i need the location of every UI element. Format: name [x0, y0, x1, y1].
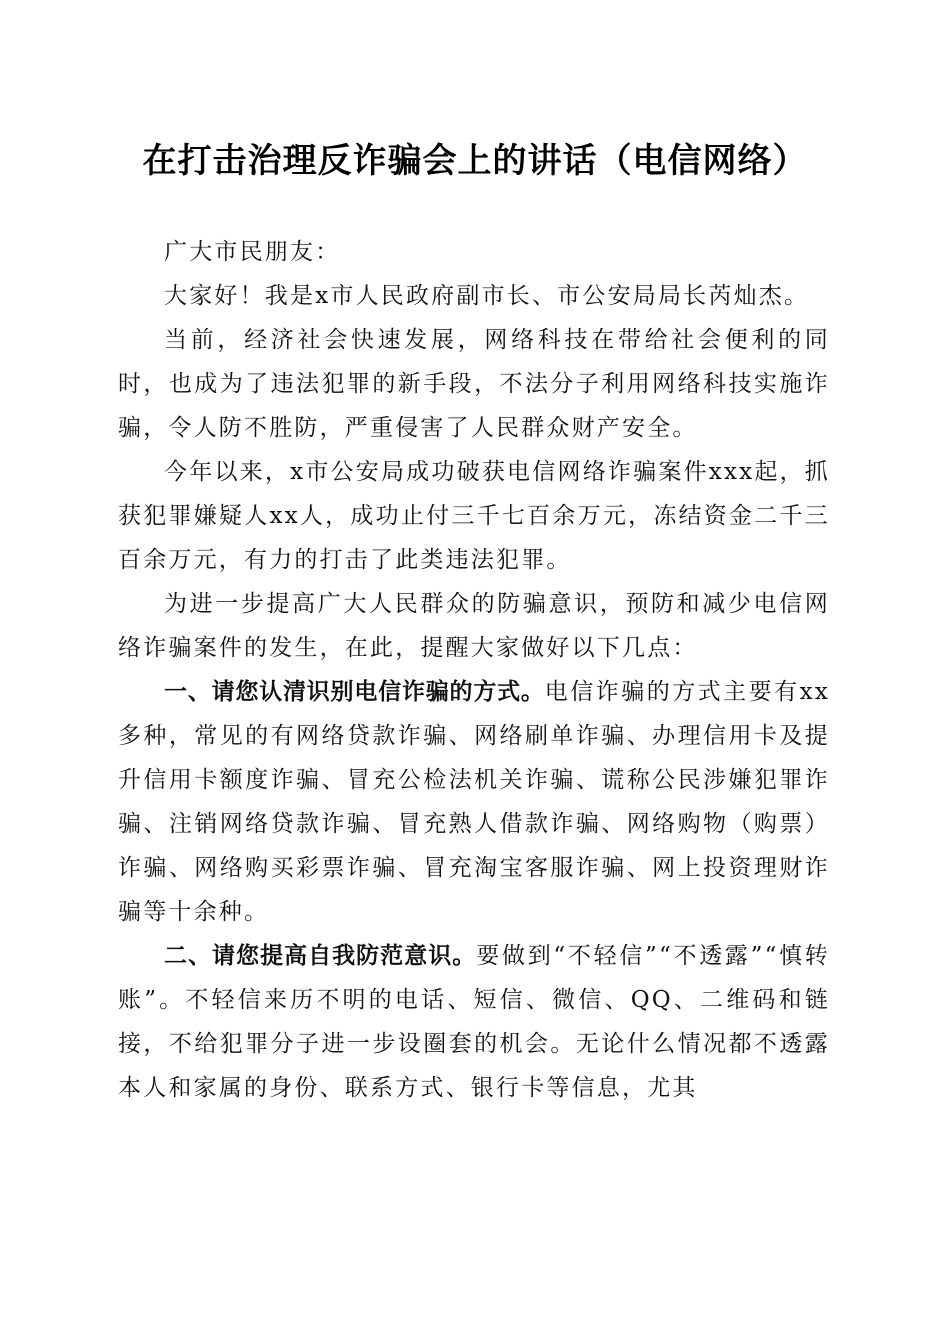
section-one	[118, 670, 830, 934]
paragraph-greeting: 大家好！我是x市人民政府副市长、市公安局局长芮灿杰。	[164, 283, 810, 309]
section-one-text: 电信诈骗的方式主要有xx多种，常见的有网络贷款诈骗、网络刷单诈骗、办理信用卡及提升信用卡额度诈骗、冒充公检法机关诈骗、谎称公民涉嫌犯罪诈骗、注销网络贷款诈骗、冒充熟人借款诈骗、网络购物（购票）诈骗、网络购买彩票诈骗、冒充淘宝客服诈骗、网上投资理财诈骗等十余种。	[118, 679, 831, 925]
paragraph-background: 当前，经济社会快速发展，网络科技在带给社会便利的同时，也成为了违法犯罪的新手段，不法分子利用网络科技实施诈骗，令人防不胜防，严重侵害了人民群众财产安全。	[118, 327, 830, 441]
salutation: 广大市民朋友：	[164, 239, 341, 265]
document-title: 在打击治理反诈骗会上的讲话（电信网络）	[142, 141, 808, 181]
section-two	[118, 934, 830, 1110]
section-two-heading: 二、请您提高自我防范意识。	[164, 943, 477, 969]
paragraph-reminder-intro: 为进一步提高广大人民群众的防骗意识，预防和减少电信网络诈骗案件的发生，在此，提醒大家做好以下几点：	[118, 591, 830, 661]
paragraph-results: 今年以来，x市公安局成功破获电信网络诈骗案件xxx起，抓获犯罪嫌疑人xx人，成功止付三千七百余万元，冻结资金二千三百余万元，有力的打击了此类违法犯罪。	[118, 459, 830, 573]
section-one-heading: 一、请您认清识别电信诈骗的方式。	[164, 679, 545, 705]
document-body	[118, 230, 830, 1110]
section-two-text: 要做到“不轻信”“不透露”“慎转账”。不轻信来历不明的电话、短信、微信、QQ、二维码和链接，不给犯罪分子进一步设圈套的机会。无论什么情况都不透露本人和家属的身份、联系方式、银行卡等信息，尤其	[118, 943, 830, 1101]
